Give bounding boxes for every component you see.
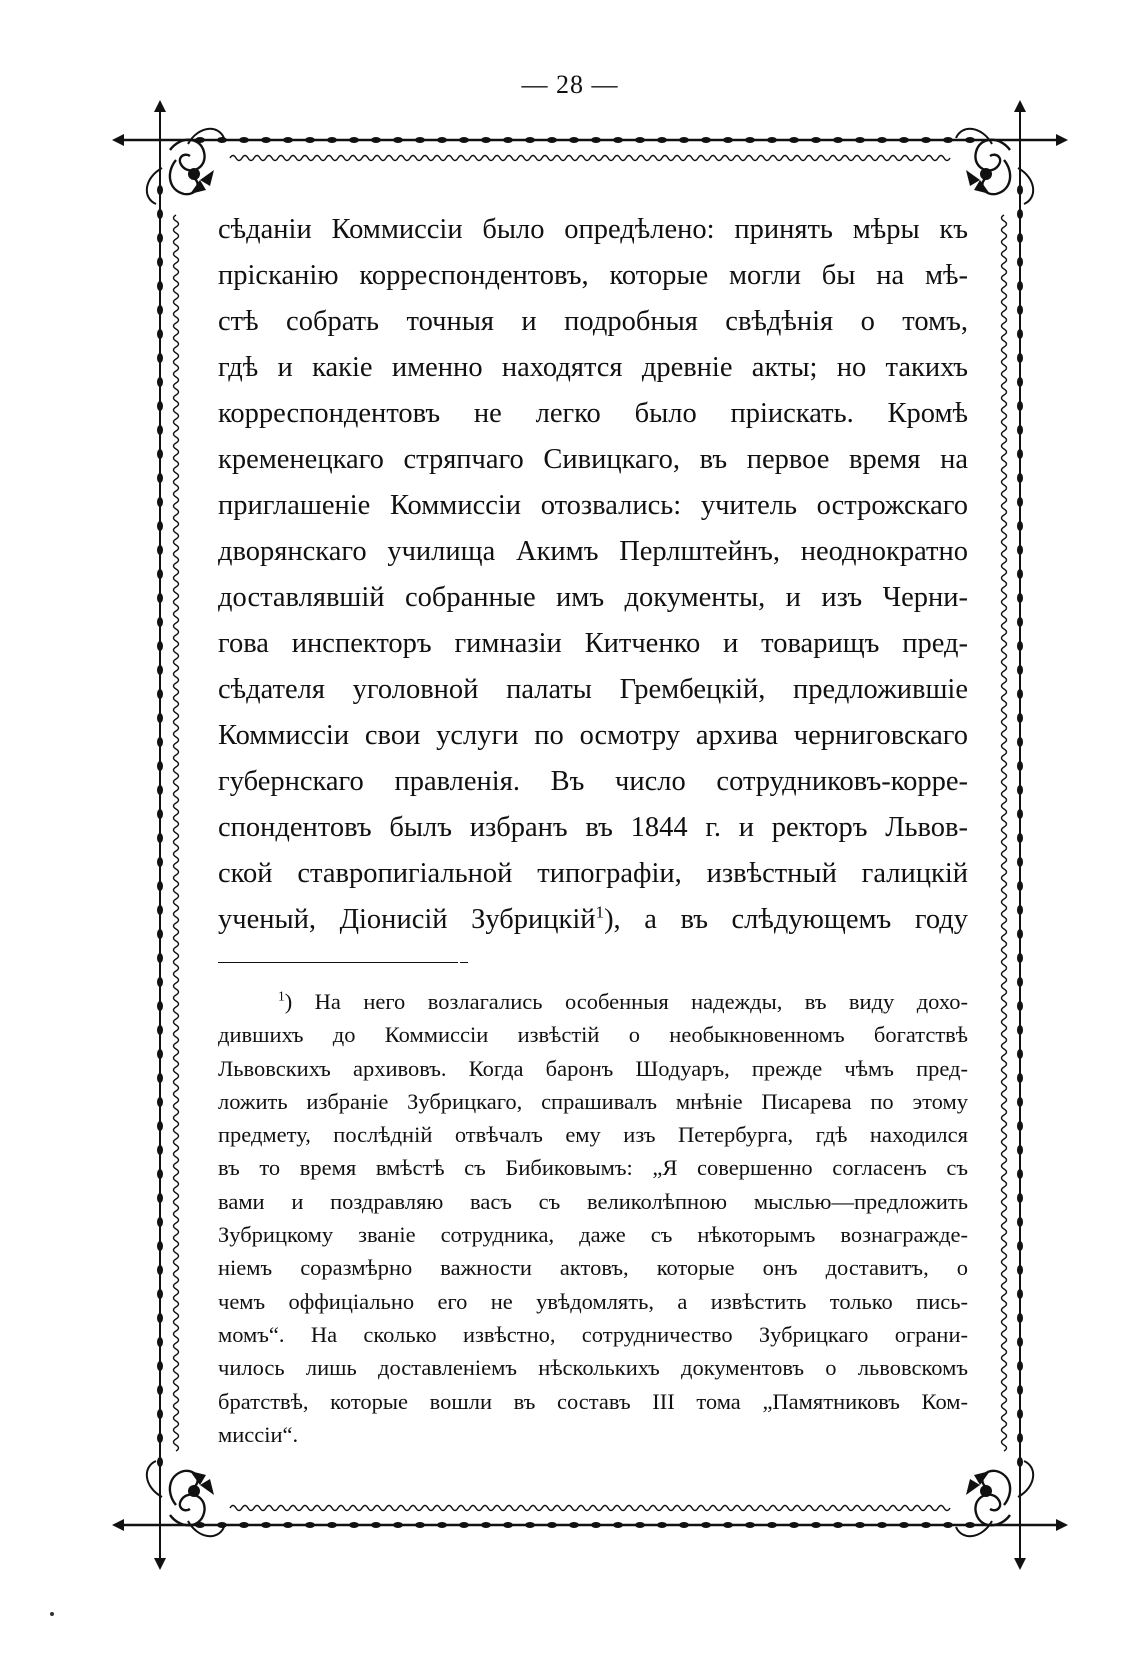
border-bead — [157, 377, 163, 387]
border-bead — [1017, 1049, 1023, 1059]
border-bead — [157, 281, 163, 291]
border-bead — [1017, 449, 1023, 459]
border-bead — [157, 1121, 163, 1131]
border-bead — [701, 137, 711, 143]
border-bead — [811, 1522, 821, 1528]
border-bead — [591, 137, 601, 143]
footnote-line: дившихъ до Коммиссіи извѣстій о необыкновенномъ богатствѣ — [218, 1022, 968, 1048]
border-bead — [157, 425, 163, 435]
border-bead — [157, 857, 163, 867]
border-bead — [503, 1522, 513, 1528]
border-bead — [459, 137, 469, 143]
border-bead — [1017, 1337, 1023, 1347]
border-bead — [239, 137, 249, 143]
border-bead — [157, 1433, 163, 1443]
border-bead — [1017, 833, 1023, 843]
page-number: — 28 — — [521, 70, 619, 99]
border-bead — [1017, 689, 1023, 699]
border-bead — [157, 617, 163, 627]
border-bead — [745, 137, 755, 143]
border-bead — [635, 1522, 645, 1528]
border-bead — [1017, 473, 1023, 483]
border-bead — [157, 785, 163, 795]
border-bead — [1017, 209, 1023, 219]
border-bead — [157, 401, 163, 411]
footnote-line: момъ“. На сколько извѣстно, сотрудничество Зубрицкаго ограни- — [218, 1321, 968, 1347]
footnote-fragment: ) На него возлагались особенныя надежды, въ виду дохо- — [284, 989, 968, 1014]
border-bead — [613, 1522, 623, 1528]
border-bead — [157, 569, 163, 579]
border-bead — [1017, 881, 1023, 891]
border-bead — [157, 689, 163, 699]
text-fragment: ), а въ слѣдующемъ году — [604, 904, 968, 935]
footnote-line: предмету, послѣдній отвѣчалъ ему изъ Петербурга, гдѣ находился — [218, 1122, 968, 1148]
border-bead — [1017, 401, 1023, 411]
border-bead — [569, 1522, 579, 1528]
border-bead — [157, 1361, 163, 1371]
border-bead — [657, 137, 667, 143]
border-bead — [899, 1522, 909, 1528]
text-line: сѣдателя уголовной палаты Грембецкій, предложившіе — [218, 674, 968, 705]
border-bead — [1017, 545, 1023, 555]
border-bead — [349, 1522, 359, 1528]
border-bead — [1017, 305, 1023, 315]
border-bead — [1017, 1121, 1023, 1131]
border-bead — [415, 1522, 425, 1528]
border-bead — [157, 737, 163, 747]
border-bead — [789, 1522, 799, 1528]
border-bead — [547, 1522, 557, 1528]
footnote — [218, 985, 968, 1451]
border-bead — [657, 1522, 667, 1528]
border-bead — [1017, 761, 1023, 771]
border-bead — [591, 1522, 601, 1528]
footnote-line — [218, 985, 968, 1018]
border-bead — [943, 1522, 953, 1528]
speck — [50, 1612, 54, 1616]
border-bead — [1017, 1169, 1023, 1179]
border-bead — [371, 137, 381, 143]
border-bead — [965, 137, 975, 143]
border-bead — [261, 1522, 271, 1528]
text-line: дворянскаго училища Акимъ Перлштейнъ, неоднократно — [218, 536, 968, 567]
text-line: прісканію корреспондентовъ, которые могли бы на мѣ- — [218, 260, 968, 291]
border-bead — [157, 1409, 163, 1419]
border-bead — [157, 953, 163, 963]
border-bead — [1017, 233, 1023, 243]
text-line: корреспондентовъ не легко было пріискать. Кромѣ — [218, 398, 968, 429]
footnote-line: въ то время вмѣстѣ съ Бибиковымъ: „Я совершенно согласенъ съ — [218, 1155, 968, 1181]
border-bead — [635, 137, 645, 143]
main-text — [218, 207, 968, 943]
footnote-separator-dash — [460, 962, 468, 963]
border-bead — [1017, 353, 1023, 363]
border-bead — [1017, 1385, 1023, 1395]
border-bead — [723, 137, 733, 143]
border-bead — [1017, 641, 1023, 651]
border-bead — [1017, 857, 1023, 867]
border-bead — [157, 1385, 163, 1395]
border-bead — [157, 641, 163, 651]
border-bead — [525, 137, 535, 143]
border-bead — [157, 233, 163, 243]
border-bead — [745, 1522, 755, 1528]
border-bead — [899, 137, 909, 143]
border-bead — [157, 1289, 163, 1299]
border-bead — [1017, 281, 1023, 291]
text-line: стѣ собрать точныя и подробныя свѣдѣнія о томъ, — [218, 306, 968, 337]
footnote-line: ніемъ соразмѣрно важности актовъ, которые онъ доставитъ, о — [218, 1255, 968, 1281]
text-line: ской ставропигіальной типографіи, извѣстный галицкій — [218, 858, 968, 889]
text-line: Коммиссіи свои услуги по осмотру архива черниговскаго — [218, 720, 968, 751]
border-bead — [613, 137, 623, 143]
border-bead — [1017, 929, 1023, 939]
footnote-line: чилось лишь доставленіемъ нѣсколькихъ документовъ о львовскомъ — [218, 1355, 968, 1381]
border-bead — [305, 1522, 315, 1528]
border-bead — [1017, 809, 1023, 819]
border-bead — [1017, 569, 1023, 579]
border-bead — [327, 137, 337, 143]
border-bead — [305, 137, 315, 143]
text-line: кременецкаго стряпчаго Сивицкаго, въ первое время на — [218, 444, 968, 475]
border-bead — [855, 137, 865, 143]
border-bead — [349, 137, 359, 143]
border-bead — [283, 1522, 293, 1528]
border-bead — [789, 137, 799, 143]
border-bead — [1017, 1409, 1023, 1419]
text-line: губернскаго правленія. Въ число сотрудниковъ-корре- — [218, 766, 968, 797]
border-bead — [157, 833, 163, 843]
border-bead — [1017, 1457, 1023, 1467]
border-bead — [1017, 1193, 1023, 1203]
footnote-line: ложить избраніе Зубрицкаго, спрашивалъ мнѣніе Писарева по этому — [218, 1088, 968, 1114]
text-line-last — [218, 897, 968, 943]
border-bead — [157, 1145, 163, 1155]
border-bead — [157, 1193, 163, 1203]
border-bead — [283, 137, 293, 143]
border-bead — [1017, 617, 1023, 627]
border-bead — [393, 137, 403, 143]
border-bead — [1017, 1361, 1023, 1371]
border-bead — [481, 1522, 491, 1528]
border-bead — [1017, 953, 1023, 963]
border-bead — [157, 1025, 163, 1035]
border-bead — [1017, 377, 1023, 387]
border-bead — [503, 137, 513, 143]
border-bead — [1017, 257, 1023, 267]
footnote-line: Зубрицкому званіе сотрудника, даже съ нѣкоторымъ вознагражде- — [218, 1222, 968, 1248]
border-bead — [157, 1313, 163, 1323]
border-bead — [1017, 665, 1023, 675]
border-bead — [157, 1097, 163, 1107]
border-bead — [157, 929, 163, 939]
footnote-separator — [218, 962, 458, 963]
border-bead — [1017, 329, 1023, 339]
text-line: гова инспекторъ гимназіи Китченко и товарищъ пред- — [218, 628, 968, 659]
border-bead — [157, 521, 163, 531]
border-bead — [371, 1522, 381, 1528]
border-bead — [157, 881, 163, 891]
border-bead — [1017, 1097, 1023, 1107]
border-bead — [459, 1522, 469, 1528]
border-bead — [1017, 785, 1023, 795]
border-bead — [1017, 737, 1023, 747]
border-bead — [157, 1073, 163, 1083]
border-bead — [157, 593, 163, 603]
border-bead — [157, 257, 163, 267]
border-bead — [1017, 1025, 1023, 1035]
border-bead — [157, 305, 163, 315]
border-bead — [157, 1049, 163, 1059]
border-bead — [239, 1522, 249, 1528]
text-line: гдѣ и какіе именно находятся древніе акты; но такихъ — [218, 352, 968, 383]
border-bead — [833, 137, 843, 143]
border-bead — [1017, 497, 1023, 507]
footnote-line: чемъ оффиціально его не увѣдомлять, а извѣстить только пись- — [218, 1288, 968, 1314]
border-bead — [415, 137, 425, 143]
footnote-line: вами и поздравляю васъ съ великолѣпною мыслью—предложить — [218, 1188, 968, 1214]
footnote-marker: 1 — [278, 988, 285, 1004]
border-bead — [1017, 1433, 1023, 1443]
border-bead — [833, 1522, 843, 1528]
border-bead — [157, 1265, 163, 1275]
border-bead — [547, 137, 557, 143]
border-bead — [157, 713, 163, 723]
text-line: сѣданіи Коммиссіи было опредѣлено: принять мѣры къ — [218, 214, 968, 245]
border-bead — [679, 137, 689, 143]
border-bead — [157, 1337, 163, 1347]
border-bead — [157, 761, 163, 771]
border-bead — [877, 1522, 887, 1528]
border-bead — [157, 977, 163, 987]
border-bead — [157, 1217, 163, 1227]
border-bead — [1017, 593, 1023, 603]
border-bead — [767, 137, 777, 143]
border-bead — [1017, 1289, 1023, 1299]
border-bead — [679, 1522, 689, 1528]
border-bead — [437, 137, 447, 143]
border-bead — [157, 449, 163, 459]
footnote-line: Львовскихъ архивовъ. Когда баронъ Шодуаръ, прежде чѣмъ пред- — [218, 1055, 968, 1081]
border-bead — [437, 1522, 447, 1528]
border-bead — [921, 137, 931, 143]
border-bead — [1017, 1073, 1023, 1083]
border-bead — [569, 137, 579, 143]
text-fragment: ученый, Діонисій Зубрицкій — [218, 904, 596, 935]
border-bead — [1017, 1313, 1023, 1323]
border-bead — [1017, 713, 1023, 723]
border-bead — [217, 137, 227, 143]
border-bead — [1017, 1145, 1023, 1155]
border-bead — [157, 329, 163, 339]
border-bead — [525, 1522, 535, 1528]
border-bead — [1017, 521, 1023, 531]
border-bead — [965, 1522, 975, 1528]
footnote-line: братствѣ, которые вошли въ составъ III тома „Памятниковъ Ком- — [218, 1388, 968, 1414]
border-bead — [701, 1522, 711, 1528]
border-bead — [157, 185, 163, 195]
text-line: доставлявшій собранные имъ документы, и изъ Черни- — [218, 582, 968, 613]
border-bead — [877, 137, 887, 143]
border-bead — [157, 473, 163, 483]
border-bead — [327, 1522, 337, 1528]
border-bead — [921, 1522, 931, 1528]
border-bead — [1017, 1265, 1023, 1275]
border-bead — [157, 209, 163, 219]
border-bead — [157, 1241, 163, 1251]
border-bead — [481, 137, 491, 143]
border-bead — [1017, 185, 1023, 195]
border-bead — [157, 905, 163, 915]
text-line: спондентовъ былъ избранъ въ 1844 г. и ректоръ Львов- — [218, 812, 968, 843]
border-bead — [157, 1169, 163, 1179]
border-bead — [157, 353, 163, 363]
border-bead — [811, 137, 821, 143]
border-bead — [157, 497, 163, 507]
border-bead — [157, 1001, 163, 1011]
border-bead — [1017, 425, 1023, 435]
border-bead — [1017, 977, 1023, 987]
footnote-line-last: миссіи“. — [218, 1421, 299, 1447]
border-bead — [855, 1522, 865, 1528]
text-line: приглашеніе Коммиссіи отозвались: учитель острожскаго — [218, 490, 968, 521]
border-bead — [157, 545, 163, 555]
border-bead — [217, 1522, 227, 1528]
border-bead — [393, 1522, 403, 1528]
border-bead — [943, 137, 953, 143]
border-bead — [1017, 1001, 1023, 1011]
border-bead — [157, 809, 163, 819]
border-bead — [157, 665, 163, 675]
border-bead — [1017, 905, 1023, 915]
border-bead — [1017, 1241, 1023, 1251]
border-bead — [261, 137, 271, 143]
border-bead — [723, 1522, 733, 1528]
border-bead — [157, 1457, 163, 1467]
border-bead — [1017, 1217, 1023, 1227]
footnote-reference: 1 — [595, 902, 605, 922]
border-bead — [767, 1522, 777, 1528]
